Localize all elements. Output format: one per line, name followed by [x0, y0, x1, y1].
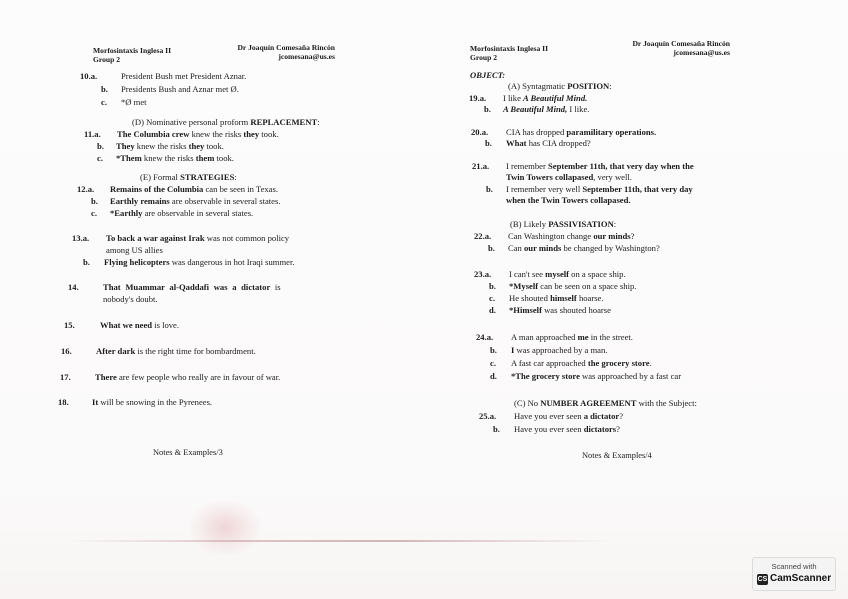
example-12c-text: *Earthly are observable in several states.: [110, 208, 254, 218]
right-page-content: [424, 0, 848, 599]
author-email: jcomesana@us.es: [278, 52, 335, 62]
camscanner-brand: CamScanner: [770, 573, 832, 584]
example-10b-text: Presidents Bush and Aznar met Ø.: [121, 84, 239, 94]
example-10a-text: President Bush met President Aznar.: [121, 71, 247, 81]
example-23b-text: *Myself can be seen on a space ship.: [509, 281, 637, 291]
example-10b-num: b.: [101, 84, 108, 94]
example-23d-num: d.: [489, 305, 496, 315]
example-24d-num: d.: [490, 371, 497, 381]
example-25a-text: Have you ever seen a dictator?: [514, 411, 624, 421]
example-25b-num: b.: [493, 424, 500, 434]
example-15-num: 15.: [64, 320, 75, 330]
camscanner-watermark: [752, 557, 836, 591]
example-21a-text: I remember September 11th, that very day when the: [506, 161, 694, 171]
example-19b-num: b.: [484, 104, 491, 114]
scanned-with-label: Scanned with: [771, 562, 817, 571]
example-12a-text: Remains of the Columbia can be seen in Texas.: [110, 184, 278, 194]
camscanner-logo-icon: CS: [757, 576, 768, 583]
author-email: jcomesana@us.es: [673, 48, 730, 58]
example-11b-num: b.: [97, 141, 104, 151]
example-20a-text: CIA has dropped paramilitary operations.: [506, 127, 657, 137]
example-22a-text: Can Washington change our minds?: [508, 231, 635, 241]
group-label: Group 2: [93, 55, 121, 65]
example-23c-text: He shouted himself hoarse.: [509, 293, 604, 303]
example-15-text: What we need is love.: [100, 320, 180, 330]
example-16-text: After dark is the right time for bombardment.: [96, 346, 256, 356]
section-c-heading: (C) No NUMBER AGREEMENT with the Subject:: [514, 398, 697, 408]
example-12c-num: c.: [91, 208, 97, 218]
course-title: Morfosintaxis Inglesa II: [93, 46, 172, 55]
example-24a-text: A man approached me in the street.: [511, 332, 633, 342]
author-name: Dr Joaquín Comesaña Rincón: [632, 39, 730, 48]
example-19a-text: I like A Beautiful Mind.: [503, 93, 588, 103]
example-18-num: 18.: [58, 397, 69, 407]
example-12a-num: 12.a.: [77, 184, 95, 194]
example-11a-text: The Columbia crew knew the risks they took.: [117, 129, 279, 139]
section-b-heading: (B) Likely PASSIVISATION:: [510, 219, 617, 229]
course-title: Morfosintaxis Inglesa II: [470, 44, 549, 53]
example-24c-num: c.: [490, 358, 496, 368]
example-13a-num: 13.a.: [72, 233, 90, 243]
author-name: Dr Joaquín Comesaña Rincón: [237, 43, 335, 52]
example-23b-num: b.: [489, 281, 496, 291]
example-24b-text: I was approached by a man.: [511, 345, 608, 355]
example-13a-line2: among US allies: [106, 245, 163, 255]
example-24a-num: 24.a.: [476, 332, 494, 342]
example-16-num: 16.: [61, 346, 72, 356]
example-24d-text: *The grocery store was approached by a fast car: [511, 371, 682, 381]
section-e-heading: (E) Formal STRATEGIES:: [140, 172, 237, 182]
example-10c-text: *Ø met: [121, 97, 147, 107]
example-25b-text: Have you ever seen dictators?: [514, 424, 620, 434]
example-13b-text: Flying helicopters was dangerous in hot Iraqi summer.: [104, 257, 295, 267]
example-21b-line2: when the Twin Towers collapased.: [506, 195, 631, 205]
example-18-text: It will be snowing in the Pyrenees.: [92, 397, 213, 407]
example-20a-num: 20.a.: [471, 127, 489, 137]
example-24c-text: A fast car approached the grocery store.: [511, 358, 652, 368]
example-13b-num: b.: [83, 257, 90, 267]
example-23a-text: I can't see myself on a space ship.: [509, 269, 626, 279]
example-11c-num: c.: [97, 153, 103, 163]
example-14-num: 14.: [68, 282, 79, 292]
example-23a-num: 23.a.: [474, 269, 492, 279]
example-10c-num: c.: [101, 97, 107, 107]
example-13a-text: To back a war against Irak was not common policy: [106, 233, 290, 243]
example-25a-num: 25.a.: [479, 411, 497, 421]
example-20b-text: What has CIA dropped?: [506, 138, 591, 148]
example-24b-num: b.: [490, 345, 497, 355]
example-11b-text: They knew the risks they took.: [116, 141, 224, 151]
example-22b-num: b.: [488, 243, 495, 253]
example-22a-num: 22.a.: [474, 231, 492, 241]
right-page-footer: Notes & Examples/4: [582, 451, 652, 460]
example-10a: 10.a.: [80, 71, 98, 81]
example-14-text: That Muammar al-Qaddafi was a dictator is: [103, 282, 281, 292]
example-21a-num: 21.a.: [472, 161, 490, 171]
ink-smudge: [190, 500, 260, 555]
left-page-footer: Notes & Examples/3: [153, 448, 223, 457]
example-23c-num: c.: [489, 293, 495, 303]
example-21b-text: I remember very well September 11th, that very day: [506, 184, 693, 194]
example-22b-text: Can our minds be changed by Washington?: [508, 243, 660, 253]
page-fold-line: [70, 540, 610, 542]
example-12b-text: Earthly remains are observable in several states.: [110, 196, 281, 206]
example-19b-text: A Beautiful Mind, I like.: [503, 104, 590, 114]
example-14-line2: nobody's doubt.: [103, 294, 158, 304]
example-20b-num: b.: [485, 138, 492, 148]
example-11a-num: 11.a.: [84, 129, 101, 139]
group-label: Group 2: [470, 53, 498, 63]
example-12b-num: b.: [91, 196, 98, 206]
example-19a-num: 19.a.: [469, 93, 487, 103]
example-17-text: There are few people who really are in favour of war.: [95, 372, 281, 382]
object-label: OBJECT:: [470, 70, 506, 80]
example-21b-num: b.: [486, 184, 493, 194]
section-d-heading: (D) Nominative personal proform REPLACEMENT:: [132, 117, 320, 127]
example-23d-text: *Himself was shouted hoarse: [509, 305, 611, 315]
example-17-num: 17.: [60, 372, 71, 382]
example-11c-text: *Them knew the risks them took.: [116, 153, 234, 163]
example-21a-line2: Twin Towers collapased, very well.: [506, 172, 632, 182]
section-a-heading: (A) Syntagmatic POSITION:: [508, 81, 612, 91]
